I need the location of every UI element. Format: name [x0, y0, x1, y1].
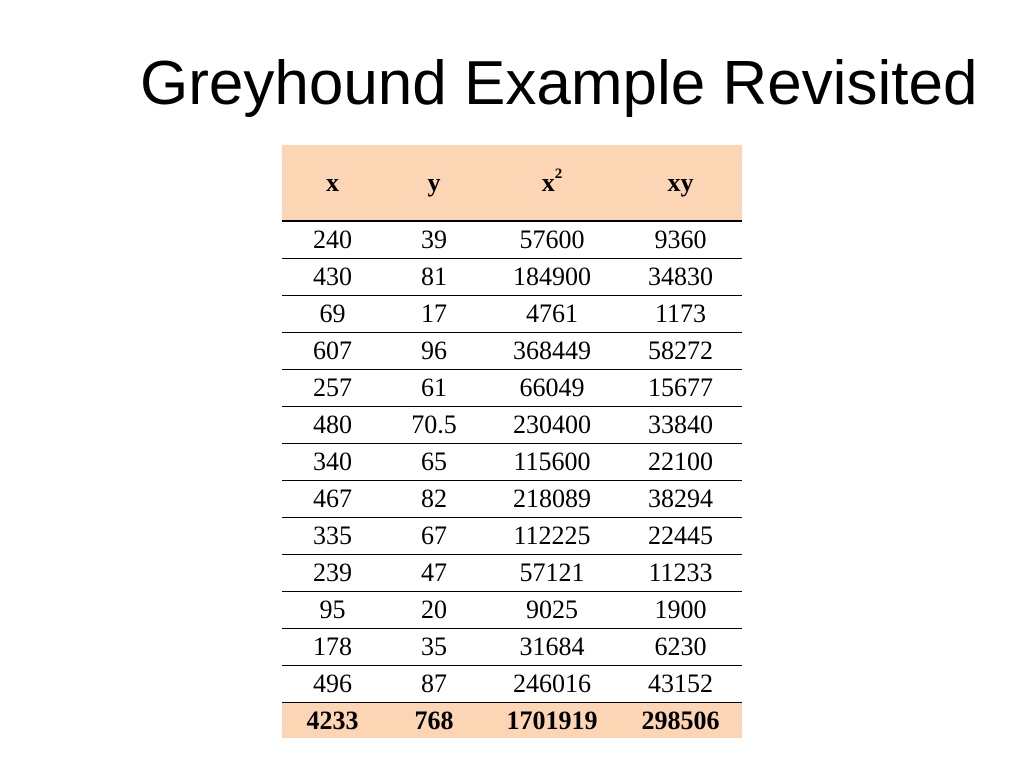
table-row: [282, 407, 742, 444]
cell-x: 178: [282, 629, 383, 666]
cell-x: 467: [282, 481, 383, 518]
total-x-squared: 1701919: [485, 703, 619, 739]
cell-xy: 6230: [619, 629, 742, 666]
cell-x-squared: 31684: [485, 629, 619, 666]
header-y: y: [383, 145, 485, 221]
table-row: [282, 555, 742, 592]
cell-y: 20: [383, 592, 485, 629]
cell-x-squared: 4761: [485, 296, 619, 333]
total-xy: 298506: [619, 703, 742, 739]
cell-y: 35: [383, 629, 485, 666]
data-table: [282, 145, 742, 738]
cell-y: 70.5: [383, 407, 485, 444]
header-superscript: 2: [554, 165, 563, 182]
table-row: [282, 481, 742, 518]
table-row: [282, 296, 742, 333]
header-xy: xy: [619, 145, 742, 221]
total-y: 768: [383, 703, 485, 739]
cell-x-squared: 66049: [485, 370, 619, 407]
cell-x: 239: [282, 555, 383, 592]
table-body: [282, 221, 742, 703]
total-x: 4233: [282, 703, 383, 739]
totals-row: [282, 703, 742, 739]
table-row: [282, 629, 742, 666]
cell-x-squared: 57600: [485, 221, 619, 259]
table-row: [282, 666, 742, 703]
table-row: [282, 444, 742, 481]
cell-y: 47: [383, 555, 485, 592]
cell-xy: 34830: [619, 259, 742, 296]
cell-x: 607: [282, 333, 383, 370]
cell-xy: 33840: [619, 407, 742, 444]
cell-xy: 38294: [619, 481, 742, 518]
cell-x-squared: 184900: [485, 259, 619, 296]
cell-x: 240: [282, 221, 383, 259]
table-row: [282, 370, 742, 407]
table-row: [282, 259, 742, 296]
cell-xy: 22100: [619, 444, 742, 481]
cell-x-squared: 9025: [485, 592, 619, 629]
cell-y: 96: [383, 333, 485, 370]
cell-xy: 15677: [619, 370, 742, 407]
header-x-squared-base: x: [541, 167, 555, 197]
cell-y: 81: [383, 259, 485, 296]
cell-x-squared: 230400: [485, 407, 619, 444]
cell-x-squared: 115600: [485, 444, 619, 481]
cell-x: 430: [282, 259, 383, 296]
cell-xy: 1173: [619, 296, 742, 333]
cell-x: 340: [282, 444, 383, 481]
table-row: [282, 518, 742, 555]
cell-xy: 58272: [619, 333, 742, 370]
header-x-squared: [485, 145, 619, 221]
table-row: [282, 333, 742, 370]
cell-y: 17: [383, 296, 485, 333]
slide-title: Greyhound Example Revisited: [140, 49, 978, 118]
cell-xy: 1900: [619, 592, 742, 629]
cell-y: 82: [383, 481, 485, 518]
cell-x-squared: 368449: [485, 333, 619, 370]
cell-y: 65: [383, 444, 485, 481]
cell-x: 496: [282, 666, 383, 703]
cell-x: 480: [282, 407, 383, 444]
cell-x-squared: 57121: [485, 555, 619, 592]
cell-x: 69: [282, 296, 383, 333]
cell-x-squared: 218089: [485, 481, 619, 518]
cell-x: 335: [282, 518, 383, 555]
header-x: x: [282, 145, 383, 221]
cell-x: 95: [282, 592, 383, 629]
cell-y: 67: [383, 518, 485, 555]
cell-xy: 9360: [619, 221, 742, 259]
cell-xy: 43152: [619, 666, 742, 703]
cell-xy: 11233: [619, 555, 742, 592]
cell-xy: 22445: [619, 518, 742, 555]
cell-y: 39: [383, 221, 485, 259]
table-row: [282, 592, 742, 629]
cell-x-squared: 246016: [485, 666, 619, 703]
cell-y: 61: [383, 370, 485, 407]
cell-y: 87: [383, 666, 485, 703]
cell-x: 257: [282, 370, 383, 407]
table-row: [282, 221, 742, 259]
cell-x-squared: 112225: [485, 518, 619, 555]
header-row: [282, 145, 742, 221]
